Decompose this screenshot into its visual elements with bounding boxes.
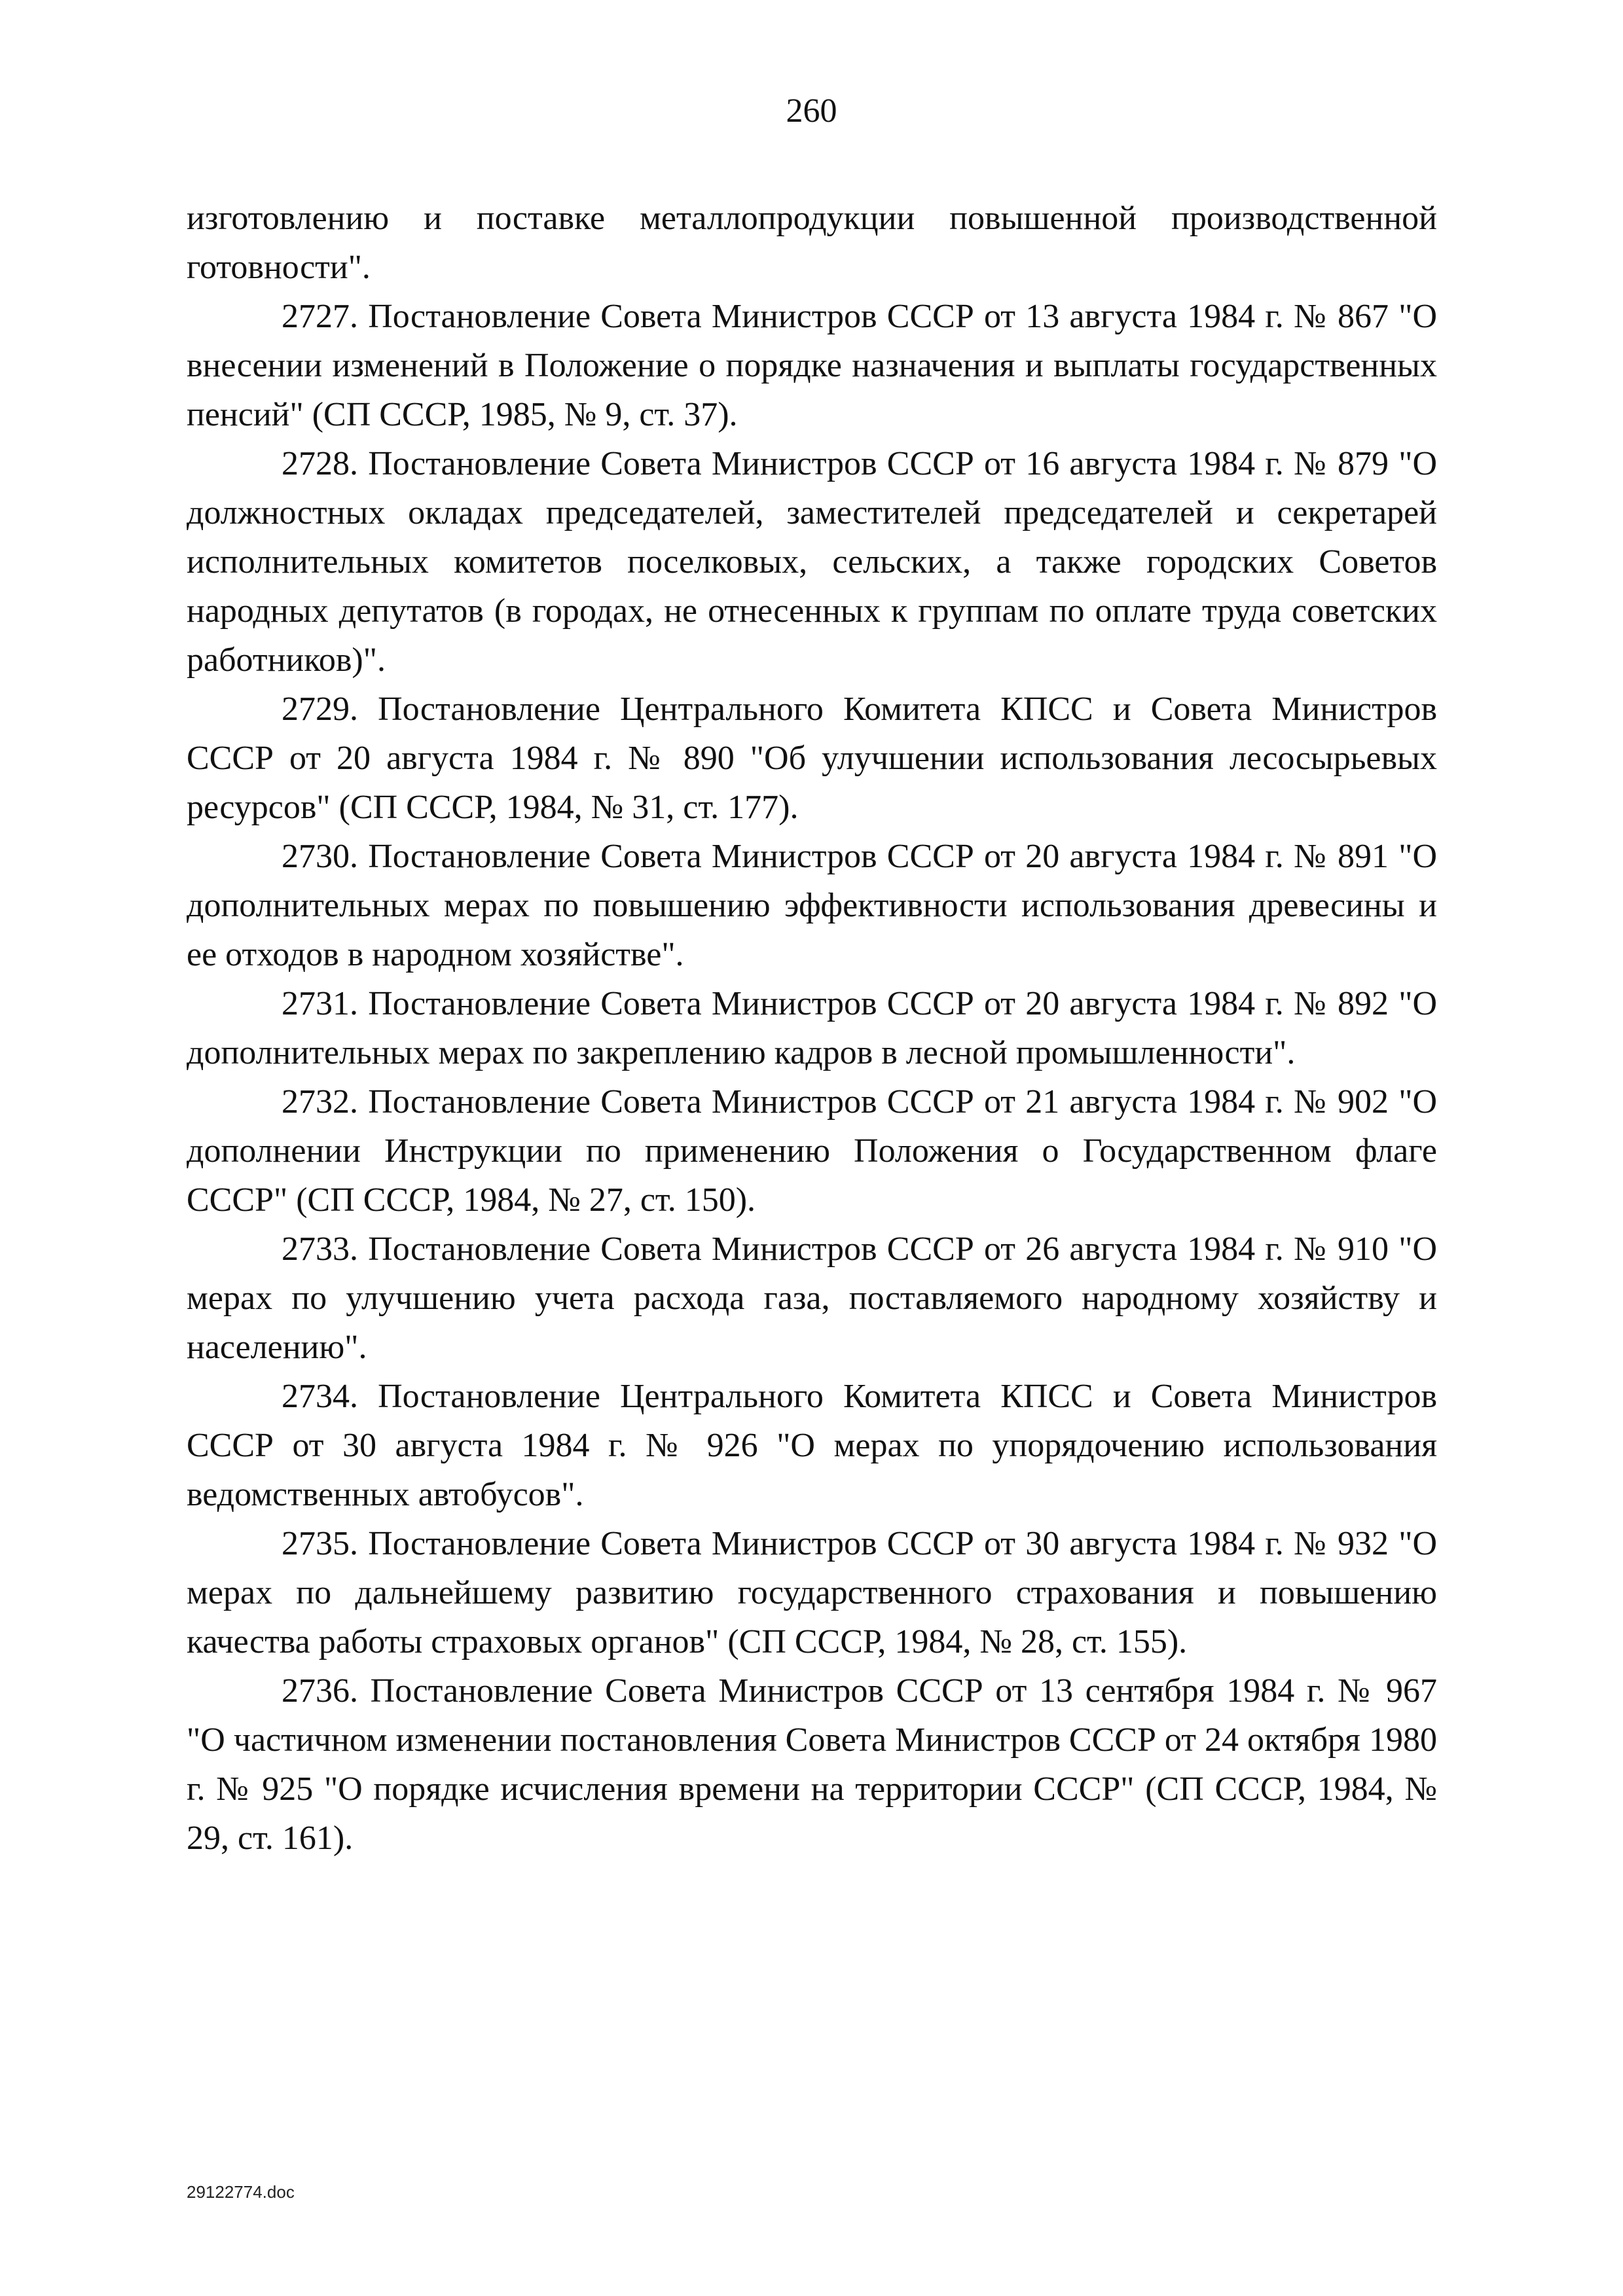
list-item-2729: 2729. Постановление Центрального Комитета КПСС и Совета Министров СССР от 20 августа 1984 г. № 890 "Об улучшении использования лесосырьевых ресурсов" (СП СССР, 1984, № 31, ст. 177).	[187, 691, 1437, 826]
list-item-2728: 2728. Постановление Совета Министров СССР от 16 августа 1984 г. № 879 "О должностных окладах председателей, заместителей председателей и секретарей исполнительных комитетов поселковых, сельских, а также городских Советов народных депутатов (в городах, не отнесенных к группам по оплате труда советских работников)".	[187, 445, 1437, 679]
list-item-2733: 2733. Постановление Совета Министров СССР от 26 августа 1984 г. № 910 "О мерах по улучшению учета расхода газа, поставляемого народному хозяйству и населению".	[187, 1230, 1437, 1366]
list-item-2730: 2730. Постановление Совета Министров СССР от 20 августа 1984 г. № 891 "О дополнительных мерах по повышению эффективности использования древесины и ее отходов в народном хозяйстве".	[187, 838, 1437, 973]
list-item-2734: 2734. Постановление Центрального Комитета КПСС и Совета Министров СССР от 30 августа 1984 г. № 926 "О мерах по упорядочению использования ведомственных автобусов".	[187, 1378, 1437, 1513]
document-body	[187, 194, 1437, 1863]
list-item-2732: 2732. Постановление Совета Министров СССР от 21 августа 1984 г. № 902 "О дополнении Инструкции по применению Положения о Государственном флаге СССР" (СП СССР, 1984, № 27, ст. 150).	[187, 1083, 1437, 1219]
list-item-2731: 2731. Постановление Совета Министров СССР от 20 августа 1984 г. № 892 "О дополнительных мерах по закреплению кадров в лесной промышленности".	[187, 985, 1437, 1071]
list-item-2735: 2735. Постановление Совета Министров СССР от 30 августа 1984 г. № 932 "О мерах по дальнейшему развитию государственного страхования и повышению качества работы страховых органов" (СП СССР, 1984, № 28, ст. 155).	[187, 1525, 1437, 1660]
paragraph-continuation: изготовлению и поставке металлопродукции повышенной производственной готовности".	[187, 200, 1437, 286]
footer-filename: 29122774.doc	[187, 2182, 295, 2202]
list-item-2727: 2727. Постановление Совета Министров СССР от 13 августа 1984 г. № 867 "О внесении изменений в Положение о порядке назначения и выплаты государственных пенсий" (СП СССР, 1985, № 9, ст. 37).	[187, 298, 1437, 433]
page-number: 260	[786, 92, 837, 130]
list-item-2736: 2736. Постановление Совета Министров СССР от 13 сентября 1984 г. № 967 "О частичном изменении постановления Совета Министров СССР от 24 октября 1980 г. № 925 "О порядке исчисления времени на территории СССР" (СП СССР, 1984, № 29, ст. 161).	[187, 1672, 1437, 1857]
